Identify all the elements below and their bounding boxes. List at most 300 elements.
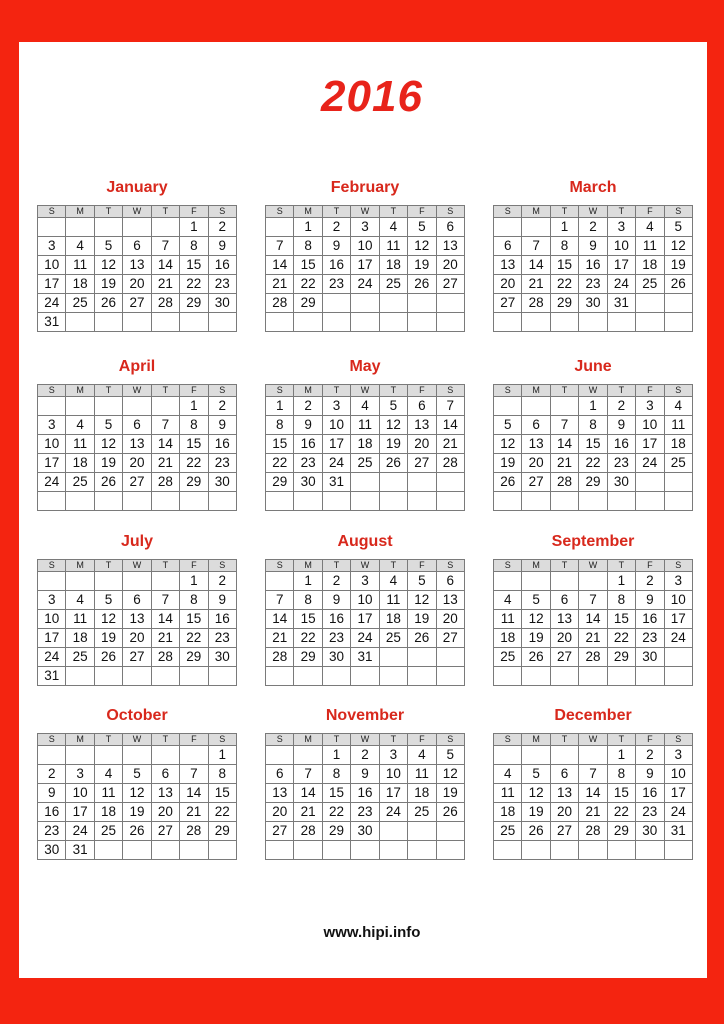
day-cell: 10 [607, 237, 635, 256]
day-cell: 10 [379, 765, 407, 784]
week-row [38, 841, 237, 860]
day-cell: 12 [436, 765, 464, 784]
day-cell: 3 [38, 237, 66, 256]
day-cell: 15 [607, 784, 635, 803]
weekday-header: M [522, 206, 550, 218]
week-row [266, 492, 465, 511]
weekday-header: S [664, 734, 692, 746]
week-row [38, 275, 237, 294]
day-cell: 23 [351, 803, 379, 822]
weekday-header-row [494, 206, 693, 218]
day-cell: 3 [351, 572, 379, 591]
week-row [494, 803, 693, 822]
footer-website: www.hipi.info [323, 924, 421, 941]
day-cell: 5 [436, 746, 464, 765]
day-cell: 3 [38, 591, 66, 610]
day-cell: 30 [208, 294, 236, 313]
day-cell: 4 [408, 746, 436, 765]
day-cell: 5 [379, 397, 407, 416]
weekday-header: T [550, 734, 578, 746]
day-cell: 27 [436, 275, 464, 294]
day-cell: 13 [123, 610, 151, 629]
day-cell: 21 [151, 275, 179, 294]
day-cell: 20 [151, 803, 179, 822]
day-cell: 22 [322, 803, 350, 822]
month-title: April [118, 358, 156, 375]
day-cell: 1 [294, 218, 322, 237]
day-cell: 3 [664, 572, 692, 591]
day-cell: 4 [379, 218, 407, 237]
weekday-header: T [322, 560, 350, 572]
week-row [494, 746, 693, 765]
week-row [266, 275, 465, 294]
day-cell [494, 572, 522, 591]
day-cell: 3 [66, 765, 94, 784]
day-cell: 18 [408, 784, 436, 803]
day-cell: 8 [180, 591, 208, 610]
weekday-header: M [66, 734, 94, 746]
month-grid [493, 384, 693, 511]
weekday-header: S [266, 560, 294, 572]
day-cell: 20 [550, 629, 578, 648]
day-cell: 25 [636, 275, 664, 294]
day-cell: 17 [664, 784, 692, 803]
day-cell [351, 473, 379, 492]
week-row [266, 648, 465, 667]
day-cell: 31 [38, 667, 66, 686]
day-cell [66, 746, 94, 765]
day-cell: 12 [94, 256, 122, 275]
day-cell: 1 [579, 397, 607, 416]
month-title: May [349, 358, 381, 375]
week-row [38, 473, 237, 492]
day-cell [66, 218, 94, 237]
day-cell: 16 [636, 784, 664, 803]
weekday-header: W [351, 560, 379, 572]
month-grid [265, 559, 465, 686]
day-cell: 9 [636, 591, 664, 610]
day-cell [664, 492, 692, 511]
day-cell [123, 218, 151, 237]
day-cell: 1 [294, 572, 322, 591]
weekday-header: T [550, 385, 578, 397]
day-cell [266, 218, 294, 237]
week-row [38, 572, 237, 591]
day-cell: 7 [579, 765, 607, 784]
day-cell: 7 [550, 416, 578, 435]
day-cell: 17 [664, 610, 692, 629]
day-cell [379, 473, 407, 492]
weekday-header: F [408, 734, 436, 746]
weekday-header: T [322, 206, 350, 218]
month-title: October [106, 707, 168, 724]
day-cell: 17 [351, 610, 379, 629]
week-row [38, 313, 237, 332]
day-cell [322, 294, 350, 313]
day-cell: 7 [436, 397, 464, 416]
day-cell [151, 572, 179, 591]
day-cell [607, 841, 635, 860]
day-cell [38, 746, 66, 765]
day-cell: 26 [123, 822, 151, 841]
day-cell: 2 [38, 765, 66, 784]
weekday-header: S [494, 385, 522, 397]
day-cell: 14 [294, 784, 322, 803]
weekday-header-row [38, 560, 237, 572]
month-november [265, 706, 465, 860]
weekday-header: F [180, 734, 208, 746]
month-title: December [554, 707, 632, 724]
week-row [266, 294, 465, 313]
day-cell: 14 [151, 610, 179, 629]
day-cell: 2 [636, 746, 664, 765]
day-cell [123, 667, 151, 686]
day-cell [123, 492, 151, 511]
day-cell: 3 [38, 416, 66, 435]
day-cell [636, 294, 664, 313]
day-cell: 26 [494, 473, 522, 492]
day-cell: 16 [351, 784, 379, 803]
day-cell: 8 [579, 416, 607, 435]
weekday-header: F [636, 385, 664, 397]
day-cell: 27 [522, 473, 550, 492]
day-cell [66, 572, 94, 591]
day-cell: 21 [436, 435, 464, 454]
week-row [266, 218, 465, 237]
day-cell: 13 [123, 256, 151, 275]
day-cell [436, 492, 464, 511]
day-cell: 28 [522, 294, 550, 313]
day-cell: 4 [66, 237, 94, 256]
day-cell: 31 [322, 473, 350, 492]
weekday-header: S [266, 734, 294, 746]
weekday-header: T [607, 734, 635, 746]
day-cell: 21 [579, 803, 607, 822]
week-row [38, 591, 237, 610]
day-cell: 26 [94, 294, 122, 313]
weekday-header: W [123, 206, 151, 218]
day-cell: 9 [322, 591, 350, 610]
day-cell: 26 [408, 629, 436, 648]
day-cell: 28 [266, 294, 294, 313]
day-cell: 29 [266, 473, 294, 492]
day-cell: 3 [664, 746, 692, 765]
day-cell [408, 648, 436, 667]
day-cell: 19 [436, 784, 464, 803]
day-cell: 24 [66, 822, 94, 841]
day-cell: 8 [607, 765, 635, 784]
weekday-header: T [322, 734, 350, 746]
day-cell: 27 [550, 648, 578, 667]
day-cell [94, 218, 122, 237]
day-cell: 2 [322, 218, 350, 237]
day-cell: 21 [579, 629, 607, 648]
weekday-header: T [550, 206, 578, 218]
weekday-header: M [294, 206, 322, 218]
day-cell: 7 [266, 591, 294, 610]
day-cell: 15 [180, 256, 208, 275]
day-cell: 12 [94, 435, 122, 454]
day-cell: 24 [38, 648, 66, 667]
day-cell: 5 [664, 218, 692, 237]
day-cell [180, 667, 208, 686]
day-cell: 18 [636, 256, 664, 275]
day-cell: 25 [351, 454, 379, 473]
day-cell [408, 473, 436, 492]
day-cell: 15 [579, 435, 607, 454]
day-cell: 11 [636, 237, 664, 256]
day-cell: 18 [494, 629, 522, 648]
week-row [494, 473, 693, 492]
day-cell: 26 [522, 648, 550, 667]
day-cell: 4 [494, 591, 522, 610]
day-cell: 28 [294, 822, 322, 841]
day-cell: 12 [494, 435, 522, 454]
day-cell: 30 [322, 648, 350, 667]
month-march [493, 178, 693, 332]
week-row [494, 275, 693, 294]
day-cell: 24 [664, 803, 692, 822]
day-cell: 6 [494, 237, 522, 256]
day-cell: 23 [322, 629, 350, 648]
day-cell [379, 313, 407, 332]
weekday-header: F [408, 560, 436, 572]
week-row [266, 454, 465, 473]
day-cell: 26 [436, 803, 464, 822]
day-cell: 16 [322, 610, 350, 629]
weekday-header: W [579, 560, 607, 572]
day-cell: 5 [94, 591, 122, 610]
month-april [37, 357, 237, 511]
day-cell [94, 667, 122, 686]
day-cell [522, 313, 550, 332]
day-cell [550, 841, 578, 860]
day-cell [94, 572, 122, 591]
month-grid [37, 559, 237, 686]
day-cell [494, 841, 522, 860]
week-row [266, 803, 465, 822]
weekday-header: S [266, 206, 294, 218]
week-row [494, 218, 693, 237]
day-cell: 22 [607, 803, 635, 822]
day-cell: 19 [522, 803, 550, 822]
day-cell [123, 313, 151, 332]
day-cell: 29 [294, 648, 322, 667]
day-cell [38, 492, 66, 511]
day-cell: 13 [123, 435, 151, 454]
day-cell: 18 [66, 629, 94, 648]
day-cell: 28 [151, 648, 179, 667]
month-grid [265, 733, 465, 860]
day-cell: 17 [322, 435, 350, 454]
day-cell [494, 492, 522, 511]
day-cell: 23 [636, 803, 664, 822]
day-cell [664, 648, 692, 667]
day-cell: 13 [408, 416, 436, 435]
day-cell: 15 [180, 435, 208, 454]
week-row [494, 313, 693, 332]
day-cell: 6 [151, 765, 179, 784]
day-cell [123, 397, 151, 416]
day-cell [180, 841, 208, 860]
day-cell: 20 [123, 275, 151, 294]
week-row [494, 822, 693, 841]
day-cell: 8 [294, 591, 322, 610]
day-cell [579, 841, 607, 860]
weekday-header: F [180, 385, 208, 397]
day-cell [408, 492, 436, 511]
weekday-header: T [94, 385, 122, 397]
day-cell [408, 294, 436, 313]
day-cell: 14 [151, 435, 179, 454]
day-cell [408, 822, 436, 841]
day-cell: 12 [522, 784, 550, 803]
day-cell: 23 [579, 275, 607, 294]
weekday-header: M [522, 385, 550, 397]
day-cell: 20 [522, 454, 550, 473]
day-cell: 6 [123, 237, 151, 256]
day-cell [94, 397, 122, 416]
weekday-header: F [636, 734, 664, 746]
weekday-header: S [436, 734, 464, 746]
day-cell: 6 [408, 397, 436, 416]
day-cell: 21 [151, 454, 179, 473]
day-cell: 27 [123, 648, 151, 667]
day-cell: 8 [180, 416, 208, 435]
day-cell: 8 [322, 765, 350, 784]
week-row [38, 629, 237, 648]
day-cell: 13 [266, 784, 294, 803]
day-cell: 2 [208, 218, 236, 237]
week-row [266, 416, 465, 435]
day-cell: 17 [66, 803, 94, 822]
day-cell [379, 294, 407, 313]
day-cell: 23 [208, 454, 236, 473]
day-cell: 17 [607, 256, 635, 275]
day-cell [664, 841, 692, 860]
day-cell [436, 294, 464, 313]
day-cell: 26 [94, 473, 122, 492]
day-cell [436, 822, 464, 841]
day-cell [664, 313, 692, 332]
week-row [38, 454, 237, 473]
day-cell [664, 667, 692, 686]
day-cell: 19 [408, 256, 436, 275]
day-cell: 9 [607, 416, 635, 435]
day-cell [66, 397, 94, 416]
day-cell: 21 [294, 803, 322, 822]
month-july [37, 532, 237, 686]
day-cell [408, 667, 436, 686]
day-cell: 25 [94, 822, 122, 841]
day-cell [94, 492, 122, 511]
day-cell [408, 841, 436, 860]
day-cell: 25 [66, 648, 94, 667]
day-cell [351, 841, 379, 860]
day-cell: 1 [180, 397, 208, 416]
day-cell [636, 492, 664, 511]
day-cell: 3 [607, 218, 635, 237]
day-cell [494, 218, 522, 237]
day-cell: 11 [351, 416, 379, 435]
day-cell: 8 [550, 237, 578, 256]
day-cell: 23 [636, 629, 664, 648]
day-cell: 8 [208, 765, 236, 784]
day-cell [436, 473, 464, 492]
day-cell: 16 [607, 435, 635, 454]
day-cell [322, 492, 350, 511]
day-cell: 7 [294, 765, 322, 784]
day-cell: 5 [522, 765, 550, 784]
day-cell [494, 397, 522, 416]
day-cell: 29 [607, 822, 635, 841]
day-cell: 14 [151, 256, 179, 275]
day-cell [123, 572, 151, 591]
day-cell: 21 [522, 275, 550, 294]
weekday-header: T [379, 734, 407, 746]
day-cell: 2 [322, 572, 350, 591]
day-cell [522, 572, 550, 591]
day-cell [579, 572, 607, 591]
day-cell: 17 [38, 629, 66, 648]
week-row [38, 803, 237, 822]
day-cell: 6 [266, 765, 294, 784]
day-cell: 11 [94, 784, 122, 803]
week-row [266, 610, 465, 629]
day-cell: 18 [664, 435, 692, 454]
day-cell [379, 492, 407, 511]
day-cell [436, 841, 464, 860]
day-cell: 23 [208, 629, 236, 648]
day-cell [294, 313, 322, 332]
day-cell: 9 [579, 237, 607, 256]
weekday-header: S [494, 734, 522, 746]
day-cell [38, 218, 66, 237]
day-cell: 2 [607, 397, 635, 416]
day-cell: 30 [294, 473, 322, 492]
weekday-header: S [208, 385, 236, 397]
day-cell: 13 [151, 784, 179, 803]
month-february [265, 178, 465, 332]
weekday-header: M [66, 560, 94, 572]
day-cell: 30 [208, 473, 236, 492]
day-cell: 26 [379, 454, 407, 473]
day-cell [123, 746, 151, 765]
day-cell: 24 [351, 275, 379, 294]
weekday-header: S [494, 206, 522, 218]
week-row [494, 610, 693, 629]
day-cell: 29 [607, 648, 635, 667]
day-cell [266, 492, 294, 511]
day-cell: 29 [579, 473, 607, 492]
day-cell: 30 [636, 822, 664, 841]
day-cell: 28 [151, 473, 179, 492]
day-cell: 28 [579, 822, 607, 841]
day-cell [180, 746, 208, 765]
day-cell [607, 313, 635, 332]
day-cell: 19 [494, 454, 522, 473]
week-row [38, 237, 237, 256]
day-cell [208, 313, 236, 332]
day-cell: 18 [494, 803, 522, 822]
week-row [494, 435, 693, 454]
day-cell: 28 [436, 454, 464, 473]
day-cell: 27 [436, 629, 464, 648]
day-cell: 11 [664, 416, 692, 435]
day-cell: 12 [408, 591, 436, 610]
day-cell [294, 746, 322, 765]
weekday-header: W [351, 206, 379, 218]
